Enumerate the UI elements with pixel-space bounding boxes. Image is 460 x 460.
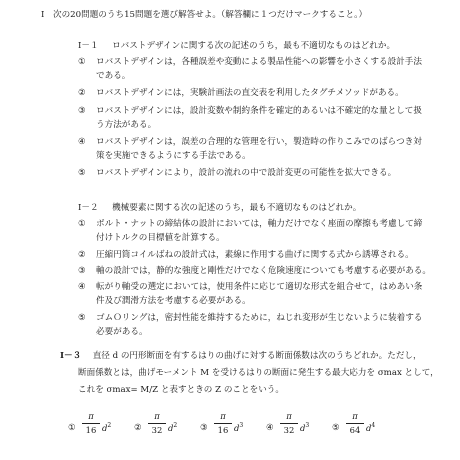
question-2-heading bbox=[78, 203, 361, 214]
question-3-stem-line-2: 断面係数とは，曲げモーメント M を受けるはりの断面に発生する最大応力を σmax として， bbox=[78, 368, 439, 378]
q2-option-3-number: ③ bbox=[78, 266, 86, 276]
q3-answer-2-denominator: 32 bbox=[151, 425, 163, 435]
q3-answer-1-power: 2 bbox=[107, 422, 112, 429]
q2-option-1-text: ボルト・ナットの締結体の設計においては，軸力だけでなく座面の摩擦も考慮して締 bbox=[96, 219, 423, 229]
q2-option-5-text-cont: 必要がある。 bbox=[96, 327, 148, 337]
q1-option-5-text: ロバストデザインにより，設計の流れの中で設計変更の可能性を拡大できる。 bbox=[96, 168, 397, 178]
q2-option-5-text: ゴムＯリングは，密封性能を維持するために，ねじれ変形が生じないように装着する bbox=[96, 313, 423, 323]
question-3-heading bbox=[60, 351, 422, 362]
q2-option-4-text-cont: 件及び潤滑方法を考慮する必要がある。 bbox=[96, 296, 251, 306]
q1-option-1-text: ロバストデザインは，各種誤差や変動による製品性能への影響を小さくする設計手法 bbox=[96, 57, 422, 67]
q3-answer-5-number: ⑤ bbox=[332, 422, 340, 432]
q1-option-2-number: ② bbox=[78, 88, 86, 98]
q3-answer-1-var: d bbox=[102, 422, 108, 433]
question-3-stem-line-1: 直径 d の円形断面を有するはりの曲げに対する断面係数は次のうちどれか。ただし， bbox=[92, 351, 422, 361]
q3-answer-3-denominator: 16 bbox=[217, 425, 229, 435]
q3-answer-3-var: d bbox=[234, 422, 240, 433]
q3-answer-2-numerator: π bbox=[154, 411, 160, 421]
question-2-label: Ⅰ－２ bbox=[78, 203, 99, 213]
q3-answer-2-term bbox=[168, 422, 177, 433]
q3-answer-4-fraction bbox=[280, 411, 298, 436]
q1-option-5-number: ⑤ bbox=[78, 168, 86, 178]
q3-answer-4-denominator: 32 bbox=[283, 425, 295, 435]
q1-option-3-text-cont: う方法がある。 bbox=[96, 120, 157, 130]
question-1-stem: ロバストデザインに関する次の記述のうち，最も不適切なものはどれか。 bbox=[112, 41, 396, 51]
q3-answer-5-term bbox=[366, 422, 375, 433]
q3-answer-3-term bbox=[234, 422, 243, 433]
q2-option-1-text-cont: 付けトルクの目標値を計算する。 bbox=[96, 233, 225, 243]
q1-option-4-text: ロバストデザインは，誤差の合理的な管理を行い，製造時の作りこみでのばらつき対 bbox=[96, 137, 422, 147]
q3-answer-4-numerator: π bbox=[286, 411, 292, 421]
q2-option-3-text: 軸の設計では，静的な強度と剛性だけでなく危険速度についても考慮する必要がある。 bbox=[96, 266, 431, 276]
q3-answer-2-number: ② bbox=[134, 422, 142, 432]
fraction-bar bbox=[346, 423, 364, 424]
q3-answer-3-number: ③ bbox=[200, 422, 208, 432]
q3-answer-2-power: 2 bbox=[173, 422, 178, 429]
q1-option-4-text-cont: 策を実施できるようにする手法である。 bbox=[96, 151, 251, 161]
section-header: Ⅰ 次の20問題のうち15問題を選び解答せよ。（解答欄に１つだけマークすること。） bbox=[41, 10, 368, 20]
q3-answer-2-var: d bbox=[168, 422, 174, 433]
question-3-label: Ⅰ－３ bbox=[60, 351, 82, 361]
q1-option-2-text: ロバストデザインには，実験計画法の直交表を利用したタグチメソッドがある。 bbox=[96, 88, 404, 98]
q3-answer-5-numerator: π bbox=[352, 411, 358, 421]
q3-answer-2-fraction bbox=[148, 411, 166, 436]
q3-answer-1-fraction bbox=[82, 411, 100, 436]
q3-answer-4-power: 3 bbox=[305, 422, 310, 429]
q3-answer-4-var: d bbox=[300, 422, 306, 433]
q2-option-2-number: ② bbox=[78, 250, 86, 260]
fraction-bar bbox=[214, 423, 232, 424]
q3-answer-3-power: 3 bbox=[239, 422, 244, 429]
question-1-heading bbox=[78, 41, 395, 52]
q3-answer-5-denominator: 64 bbox=[349, 425, 361, 435]
q3-answer-1-number: ① bbox=[68, 422, 76, 432]
q1-option-1-number: ① bbox=[78, 57, 86, 67]
q3-answer-1-denominator: 16 bbox=[85, 425, 97, 435]
fraction-bar bbox=[82, 423, 100, 424]
question-3-stem-line-3: これを σmax= M/Z と表すときの Z のことをいう。 bbox=[78, 385, 284, 395]
q3-answer-3-fraction bbox=[214, 411, 232, 436]
question-1-label: Ⅰ－１ bbox=[78, 41, 99, 51]
q3-answer-5-power: 4 bbox=[371, 422, 376, 429]
fraction-bar bbox=[148, 423, 166, 424]
q2-option-4-text: 転がり軸受の選定においては，使用条件に応じて適切な形式を組合せて，はめあい条 bbox=[96, 282, 423, 292]
q1-option-3-text: ロバストデザインには，設計変数や制約条件を確定的あるいは不確定的な量として扱 bbox=[96, 106, 422, 116]
q2-option-4-number: ④ bbox=[78, 282, 86, 292]
q3-answer-1-term bbox=[102, 422, 111, 433]
q3-answer-4-term bbox=[300, 422, 309, 433]
fraction-bar bbox=[280, 423, 298, 424]
q3-answer-4-number: ④ bbox=[266, 422, 274, 432]
q3-answer-5-var: d bbox=[366, 422, 372, 433]
q1-option-4-number: ④ bbox=[78, 137, 86, 147]
q2-option-2-text: 圧縮円筒コイルばねの設計式は，素線に作用する曲げに関する式から誘導される。 bbox=[96, 250, 414, 260]
q3-answer-3-numerator: π bbox=[220, 411, 226, 421]
q3-answer-5-fraction bbox=[346, 411, 364, 436]
q3-answer-1-numerator: π bbox=[88, 411, 94, 421]
q1-option-1-text-cont: である。 bbox=[96, 71, 131, 81]
q2-option-1-number: ① bbox=[78, 219, 86, 229]
q1-option-3-number: ③ bbox=[78, 106, 86, 116]
question-2-stem: 機械要素に関する次の記述のうち，最も不適切なものはどれか。 bbox=[112, 203, 362, 213]
question-3-answer-options bbox=[68, 409, 398, 449]
q2-option-5-number: ⑤ bbox=[78, 313, 86, 323]
